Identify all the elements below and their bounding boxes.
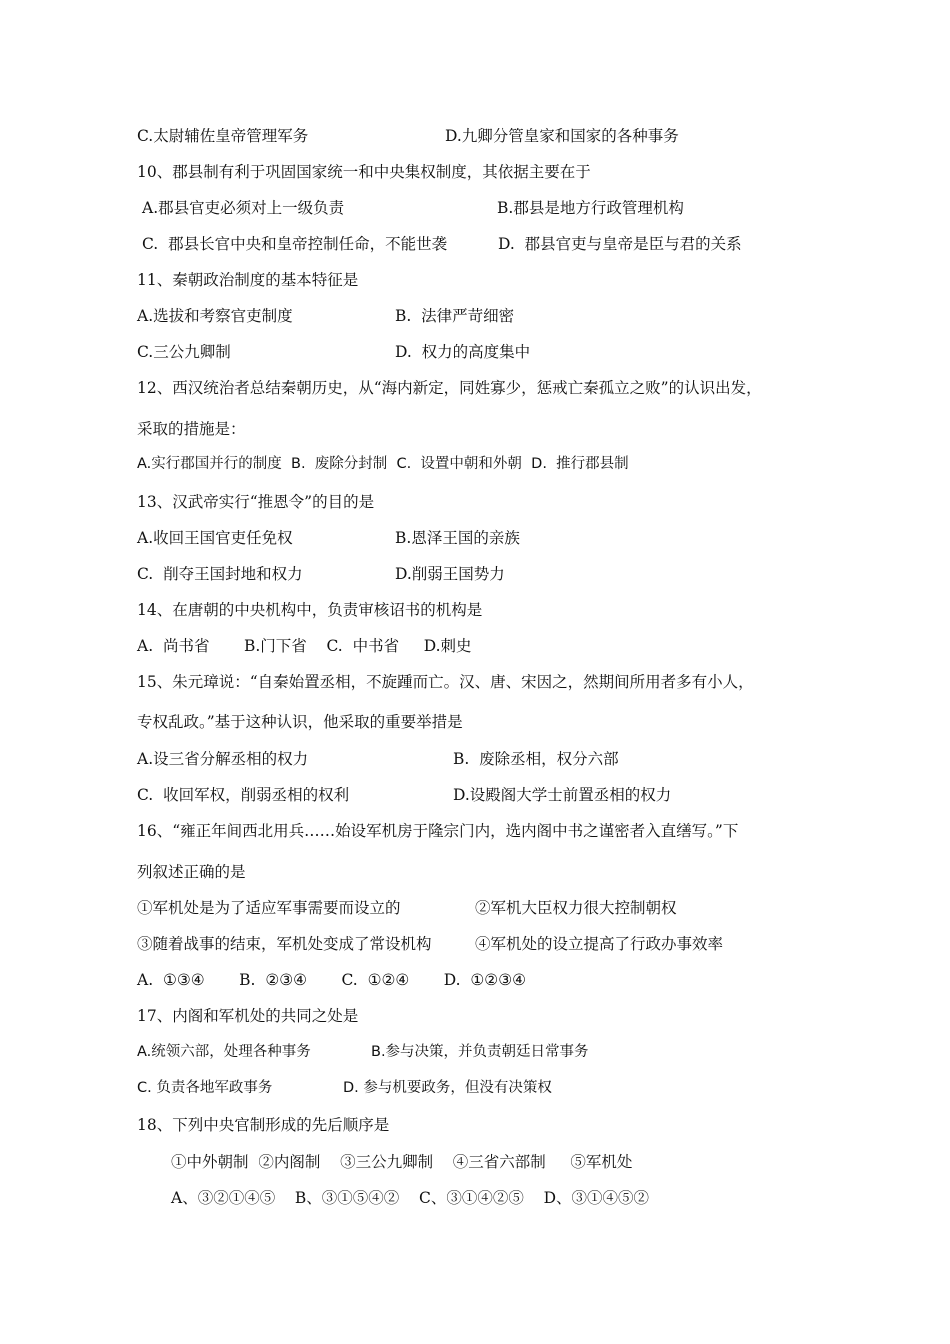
text-a: C. 负责各地军政事务 (137, 1080, 273, 1096)
line-30 (171, 1187, 649, 1209)
line-6 (137, 305, 515, 327)
line-19 (137, 784, 672, 806)
text-b: D. 参与机要政务，但没有决策权 (343, 1080, 552, 1096)
line-21 (137, 861, 246, 883)
text-b: D. 权力的高度集中 (395, 343, 531, 361)
text-a: A、③②①④⑤ B、③①⑤④② C、③①④②⑤ D、③①④⑤② (171, 1189, 649, 1207)
text-a: 14、在唐朝的中央机构中，负责审核诏书的机构是 (137, 601, 483, 619)
text-a: 10、郡县制有利于巩固国家统一和中央集权制度，其依据主要在于 (137, 163, 591, 181)
text-a: A.选拔和考察官吏制度 (137, 307, 293, 325)
line-20 (137, 820, 738, 842)
text-a: 16、“雍正年间西北用兵……始设军机房于隆宗门内，选内阁中书之谨密者入直缮写。”下 (137, 822, 739, 840)
line-1 (137, 125, 679, 147)
text-a: ③随着战事的结束，军机处变成了常设机构 (137, 935, 432, 953)
line-7 (137, 341, 531, 363)
text-b: D. 郡县官吏与皇帝是臣与君的关系 (498, 235, 742, 253)
text-a: 11、秦朝政治制度的基本特征是 (137, 271, 359, 289)
text-a: C. 郡县长官中央和皇帝控制任命，不能世袭 (142, 235, 448, 253)
line-10 (137, 453, 629, 475)
line-2 (137, 161, 591, 183)
text-a: A.统领六部，处理各种事务 (137, 1044, 311, 1060)
line-15 (137, 635, 472, 657)
text-a: 17、内阁和军机处的共同之处是 (137, 1007, 359, 1025)
text-b: B.恩泽王国的亲族 (395, 529, 520, 547)
text-a: A.实行郡国并行的制度 B. 废除分封制 C. 设置中朝和外朝 D. 推行郡县制 (137, 456, 629, 472)
text-b: B. 废除丞相，权分六部 (453, 750, 619, 768)
text-a: C. 削夺王国封地和权力 (137, 565, 303, 583)
text-a: A.郡县官吏必须对上一级负责 (142, 199, 345, 217)
line-22 (137, 897, 677, 919)
text-a: 15、朱元璋说：“自秦始置丞相，不旋踵而亡。汉、唐、宋因之，然期间所用者多有小人， (137, 673, 754, 691)
text-a: C.太尉辅佐皇帝管理军务 (137, 127, 309, 145)
text-b: B. 法律严苛细密 (395, 307, 515, 325)
text-b: B.郡县是地方行政管理机构 (497, 199, 684, 217)
text-a: 采取的措施是： (137, 420, 246, 438)
text-a: 专权乱政。”基于这种认识，他采取的重要举措是 (137, 713, 463, 731)
text-a: 13、汉武帝实行“推恩令”的目的是 (137, 493, 375, 511)
line-27 (137, 1077, 552, 1099)
text-b: D.设殿阁大学士前置丞相的权力 (453, 786, 672, 804)
line-26 (137, 1041, 589, 1063)
text-b: B.参与决策，并负责朝廷日常事务 (371, 1044, 589, 1060)
line-29 (171, 1151, 632, 1173)
line-18 (137, 748, 619, 770)
line-4 (142, 233, 742, 255)
text-a: ①中外朝制 ②内阁制 ③三公九卿制 ④三省六部制 ⑤军机处 (171, 1153, 633, 1171)
line-3 (142, 197, 684, 219)
line-25 (137, 1005, 358, 1027)
text-b: D.削弱王国势力 (395, 565, 505, 583)
text-a: 18、下列中央官制形成的先后顺序是 (137, 1116, 390, 1134)
text-a: C.三公九卿制 (137, 343, 231, 361)
line-12 (137, 527, 520, 549)
text-a: ①军机处是为了适应军事需要而设立的 (137, 899, 401, 917)
line-16 (137, 671, 754, 693)
line-14 (137, 599, 482, 621)
line-17 (137, 711, 463, 733)
line-9 (137, 418, 246, 440)
line-23 (137, 933, 724, 955)
text-a: A.设三省分解丞相的权力 (137, 750, 309, 768)
line-5 (137, 269, 358, 291)
text-a: A. 尚书省 B.门下省 C. 中书省 D.刺史 (137, 637, 472, 655)
text-b: ②军机大臣权力很大控制朝权 (475, 899, 677, 917)
text-a: C. 收回军权，削弱丞相的权利 (137, 786, 350, 804)
line-24 (137, 969, 526, 991)
text-b: ④军机处的设立提高了行政办事效率 (475, 935, 724, 953)
text-a: 12、西汉统治者总结秦朝历史，从“海内新定，同姓寡少，惩戒亡秦孤立之败”的认识出发， (137, 379, 762, 397)
line-28 (137, 1114, 389, 1136)
text-a: 列叙述正确的是 (137, 863, 246, 881)
text-a: A.收回王国官吏任免权 (137, 529, 293, 547)
line-8 (137, 377, 762, 399)
text-b: D.九卿分管皇家和国家的各种事务 (445, 127, 679, 145)
line-13 (137, 563, 505, 585)
line-11 (137, 491, 374, 513)
text-a: A. ①③④ B. ②③④ C. ①②④ D. ①②③④ (137, 971, 526, 989)
